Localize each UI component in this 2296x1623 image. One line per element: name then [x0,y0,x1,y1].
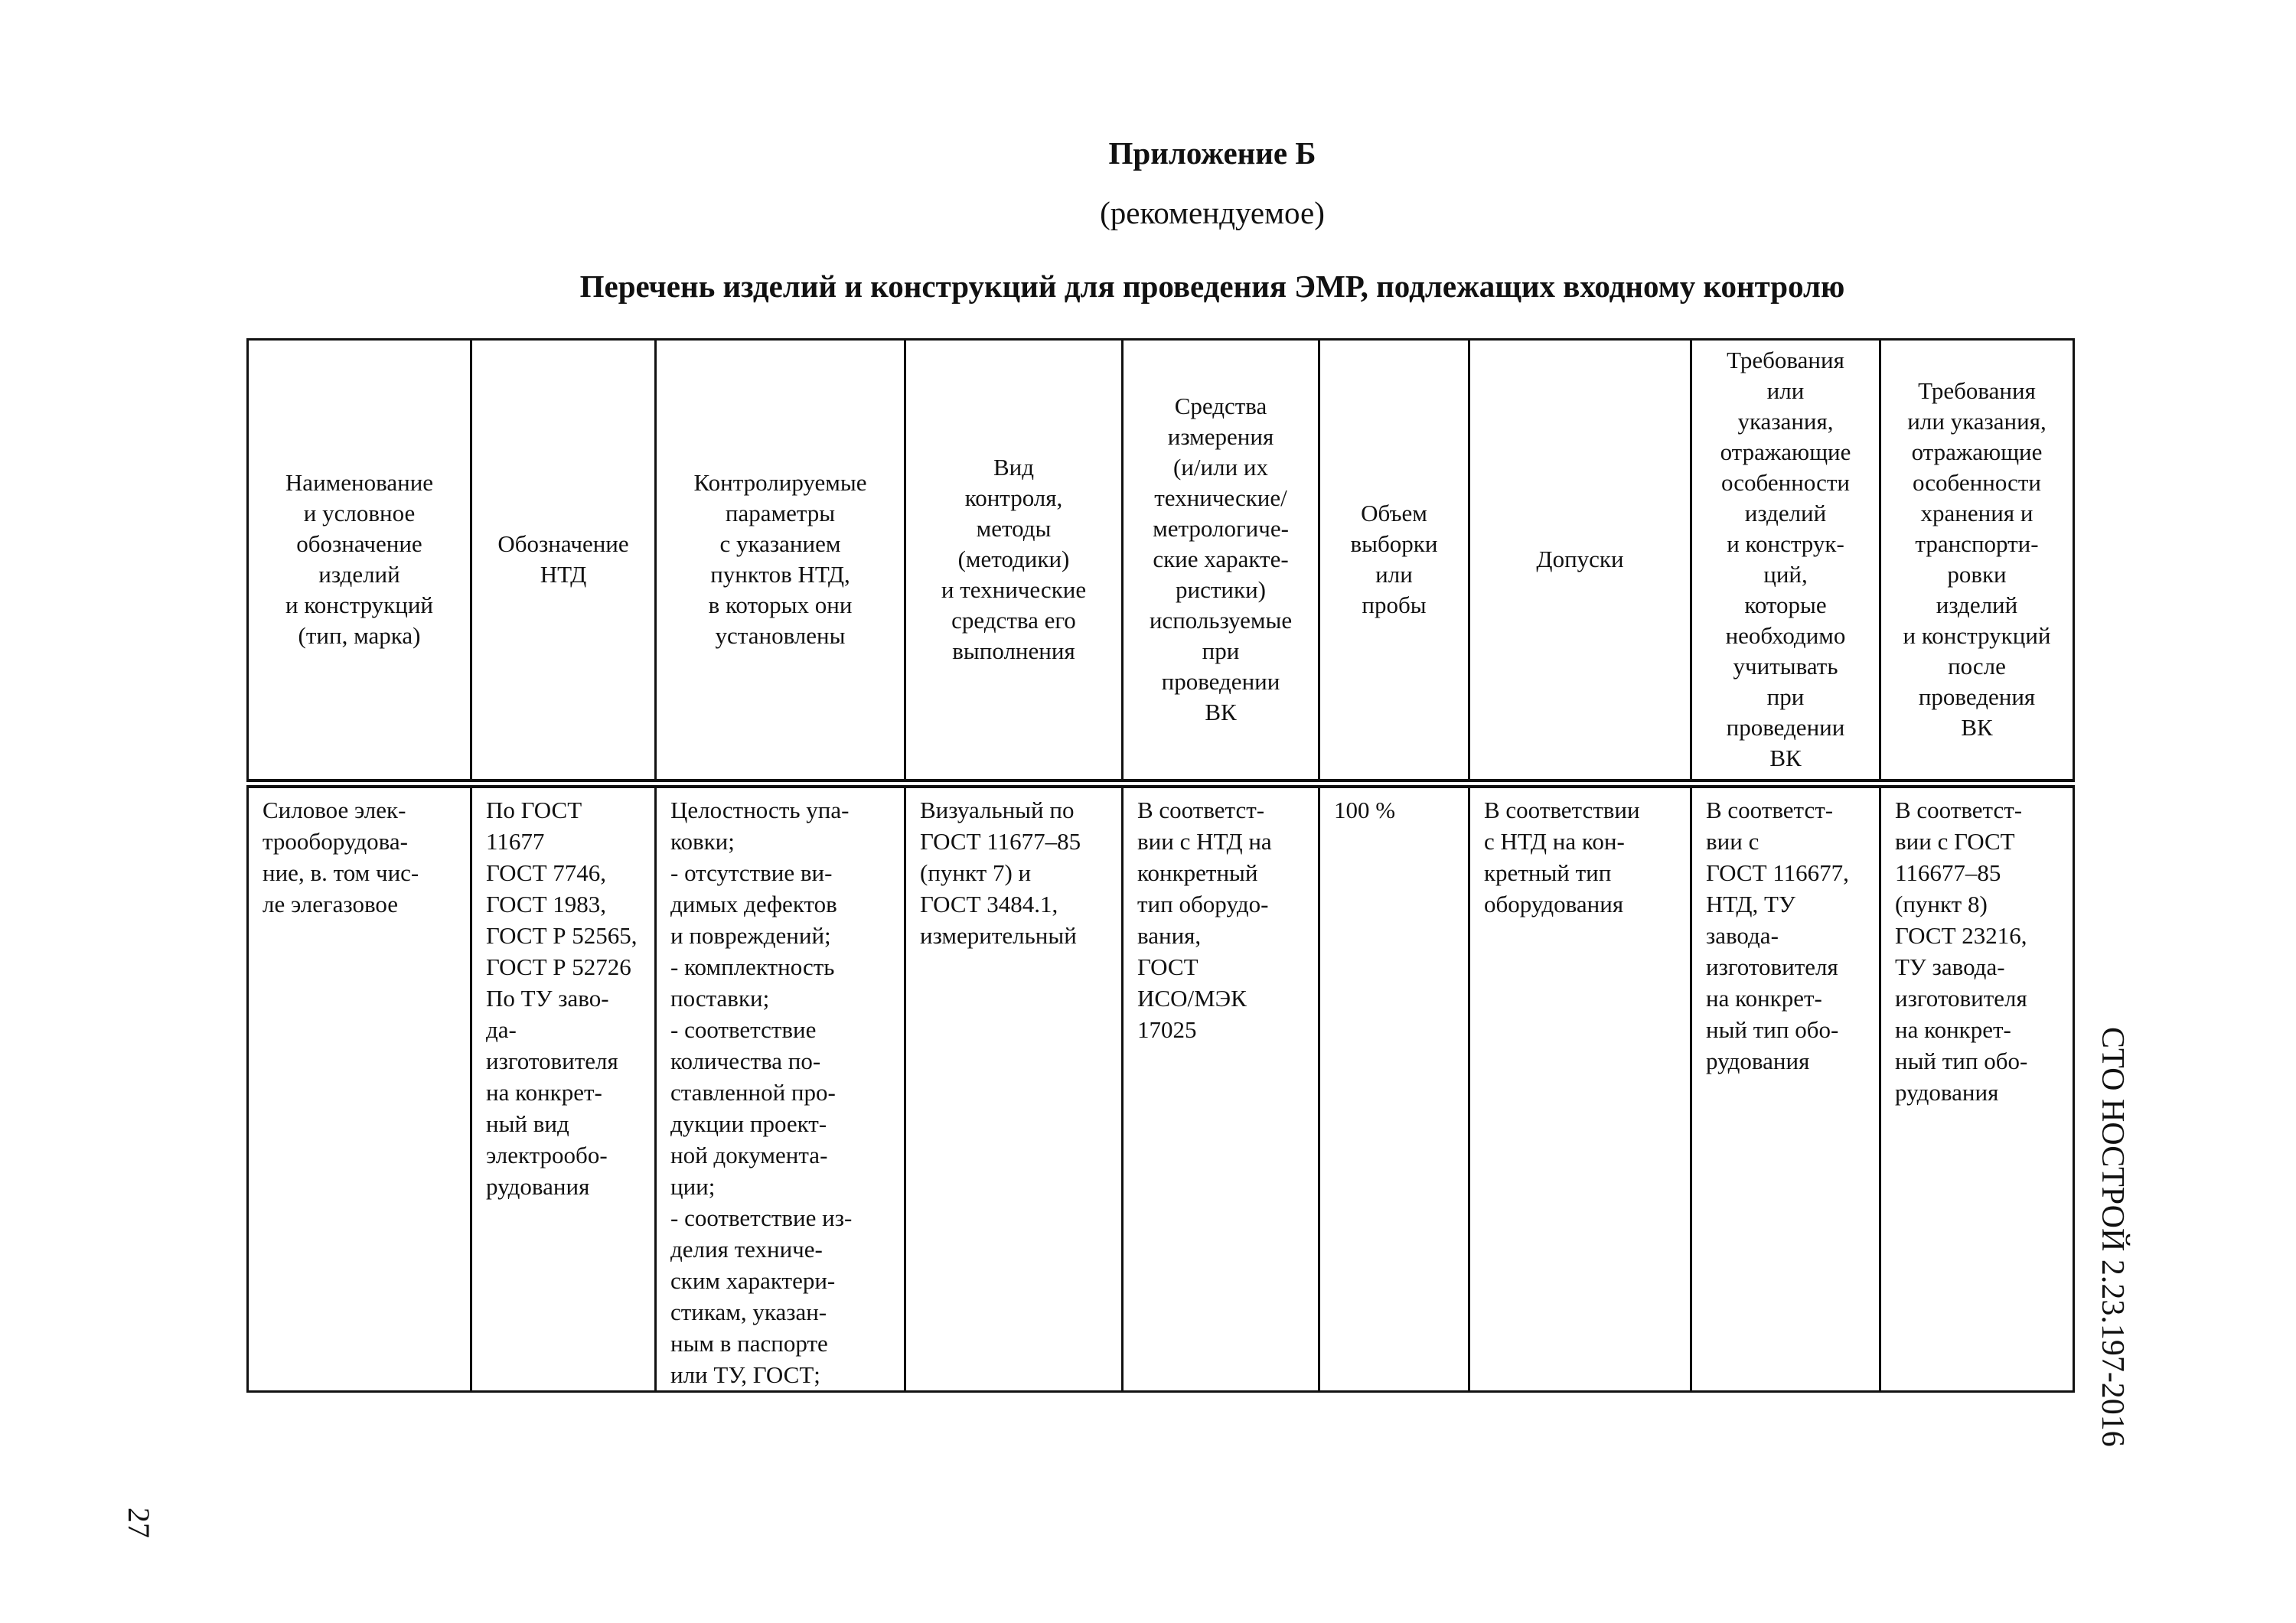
document-code: СТО НОСТРОЙ 2.23.197-2016 [2095,1027,2130,1447]
header-item-requirements: Требования или указания, отражающие особенности изделий и конструк- ций, которые необходимо учитывать при проведении ВК [1691,340,1880,784]
cell-control-type: Визуальный по ГОСТ 11677–85 (пункт 7) и ГОСТ 3484.1, измерительный [905,784,1123,1392]
header-item-name: Наименование и условное обозначение изделий и конструкций (тип, марка) [248,340,471,784]
appendix-title: Приложение Б [1108,135,1316,171]
cell-storage-requirements: В соответст- вии с ГОСТ 116677–85 (пункт 8) ГОСТ 23216, ТУ завода- изготовителя на конкрет- ный тип обо- рудования [1880,784,2074,1392]
table-title: Перечень изделий и конструкций для проведения ЭМР, подлежащих входному контролю [579,269,1845,304]
inspection-table [246,338,2075,1393]
header-measuring-tools: Средства измерения (и/или их технические/ метрологиче- ские характе- ристики) используемые при проведении ВК [1123,340,1319,784]
header-controlled-params: Контролируемые параметры с указанием пунктов НТД, в которых они установлены [656,340,905,784]
cell-sample-size: 100 % [1319,784,1469,1392]
cell-tolerances: В соответствии с НТД на кон- кретный тип оборудования [1469,784,1691,1392]
header-tolerances: Допуски [1469,340,1691,784]
cell-item-requirements: В соответст- вии с ГОСТ 116677, НТД, ТУ завода- изготовителя на конкрет- ный тип обо- рудования [1691,784,1880,1392]
appendix-status: (рекомендуемое) [1100,195,1325,230]
table-header-row [248,340,2074,784]
header-sample-size: Объем выборки или пробы [1319,340,1469,784]
table-row [248,784,2074,1392]
cell-controlled-params: Целостность упа- ковки; - отсутствие ви- димых дефектов и повреждений; - комплектность поставки; - соответствие количества по- ставленной про- дукции проект- ной документа- ции; - соответствие из- делия техниче- ским характери- стикам, указан- ным в паспорте или ТУ, ГОСТ; [656,784,905,1392]
header-storage-requirements: Требования или указания, отражающие особенности хранения и транспорти- ровки изделий и конструкций после проведения ВК [1880,340,2074,784]
header-control-type: Вид контроля, методы (методики) и технические средства его выполнения [905,340,1123,784]
header-ntd: Обозначение НТД [471,340,656,784]
page-number: 27 [122,1507,156,1538]
cell-measuring-tools: В соответст- вии с НТД на конкретный тип оборудо- вания, ГОСТ ИСО/МЭК 17025 [1123,784,1319,1392]
cell-item-name: Силовое элек- трооборудова- ние, в. том чис- ле элегазовое [248,784,471,1392]
cell-ntd: По ГОСТ 11677 ГОСТ 7746, ГОСТ 1983, ГОСТ Р 52565, ГОСТ Р 52726 По ТУ заво- да- изготовителя на конкрет- ный вид электрообо- рудования [471,784,656,1392]
